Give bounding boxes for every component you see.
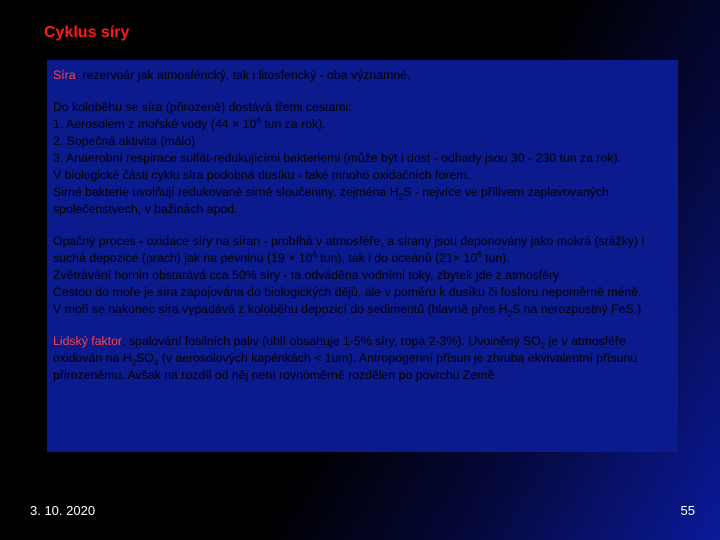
content-box [47, 60, 678, 452]
slide-title: Cyklus síry [44, 24, 130, 41]
sources-line-6: Sirné bakterie uvolňují redukované sirné sloučeniny, zejména $H_2S$ - nejvíce ve přílivem zaplavovaných společenstvech, v bažinách apod. [53, 185, 609, 216]
oxidation-line-2: Zvětrávání hornin obstarává cca 50% síry - ta odváděna vodními toky, zbytek jde z atmosféry. [53, 268, 562, 282]
oxidation-paragraph [53, 233, 672, 318]
human-factor-term: Lidský faktor [53, 334, 123, 348]
oxidation-line-3: Cestou do moře je síra zapojována do biologických dějů, ale v poměru k dusíku či fosforu nepoměrně méně. [53, 285, 642, 299]
footer-date: 3. 10. 2020 [30, 503, 96, 518]
sources-line-5: V biologické části cyklu síra podobná dusíku - také mnoho oxidačních forem. [53, 168, 470, 182]
sources-line-3: 2. Sopečná aktivita (málo) [53, 134, 196, 148]
intro-text: : rezervoár jak atmosférický, tak i litosferický - oba významné. [75, 68, 411, 82]
oxidation-line-1: Opačný proces - oxidace síry na síran - probíhá v atmosféře, a sírany jsou deponovány jako mokrá (srážky) i suchá depozice (prach) jak na pevninu ($19 \times 10^6$ tun), tak i do oceánů ($21\times 10^6$ tun). [53, 234, 645, 265]
oxidation-line-4: V moři se nakonec síra vypadává z koloběhu depozicí do sedimentů (hlavně přes $H_2S$ na nerozpustný FeS.) [53, 302, 642, 319]
intro-paragraph [53, 67, 672, 84]
spacer [53, 218, 672, 233]
human-factor-paragraph: Lidský faktor: spalování fosilních paliv (uhlí obsahuje 1-5% síry, ropa 2-3%). Uvolněný $SO_2$ je v atmosféře oxidován na $H_2SO_4$ (v aerosolových kapénkách < 1um). Antropogenní přísun je zhruba ekvivalentní přísunu přirozenému. Avšak na rozdíl od něj není rovnoměrně rozdělen po povrchu Země. [53, 334, 638, 382]
sources-line-4: 3. Anaerobní respirace sulfát-redukujícími bakteriemi (může být i dost - odhady jsou 30 - 230 tun za rok). [53, 151, 621, 165]
sources-line-1: Do koloběhu se síra (přirozeně) dostává třemi cestami: [53, 100, 352, 114]
intro-term: Síra [53, 68, 76, 82]
sources-line-2: 1. Aerosolem z mořské vody ($44 \times 10^6$ tun za rok). [53, 115, 326, 131]
spacer [53, 318, 672, 333]
page-number: 55 [680, 503, 695, 518]
natural-sources-paragraph [53, 99, 672, 218]
spacer [53, 84, 672, 99]
